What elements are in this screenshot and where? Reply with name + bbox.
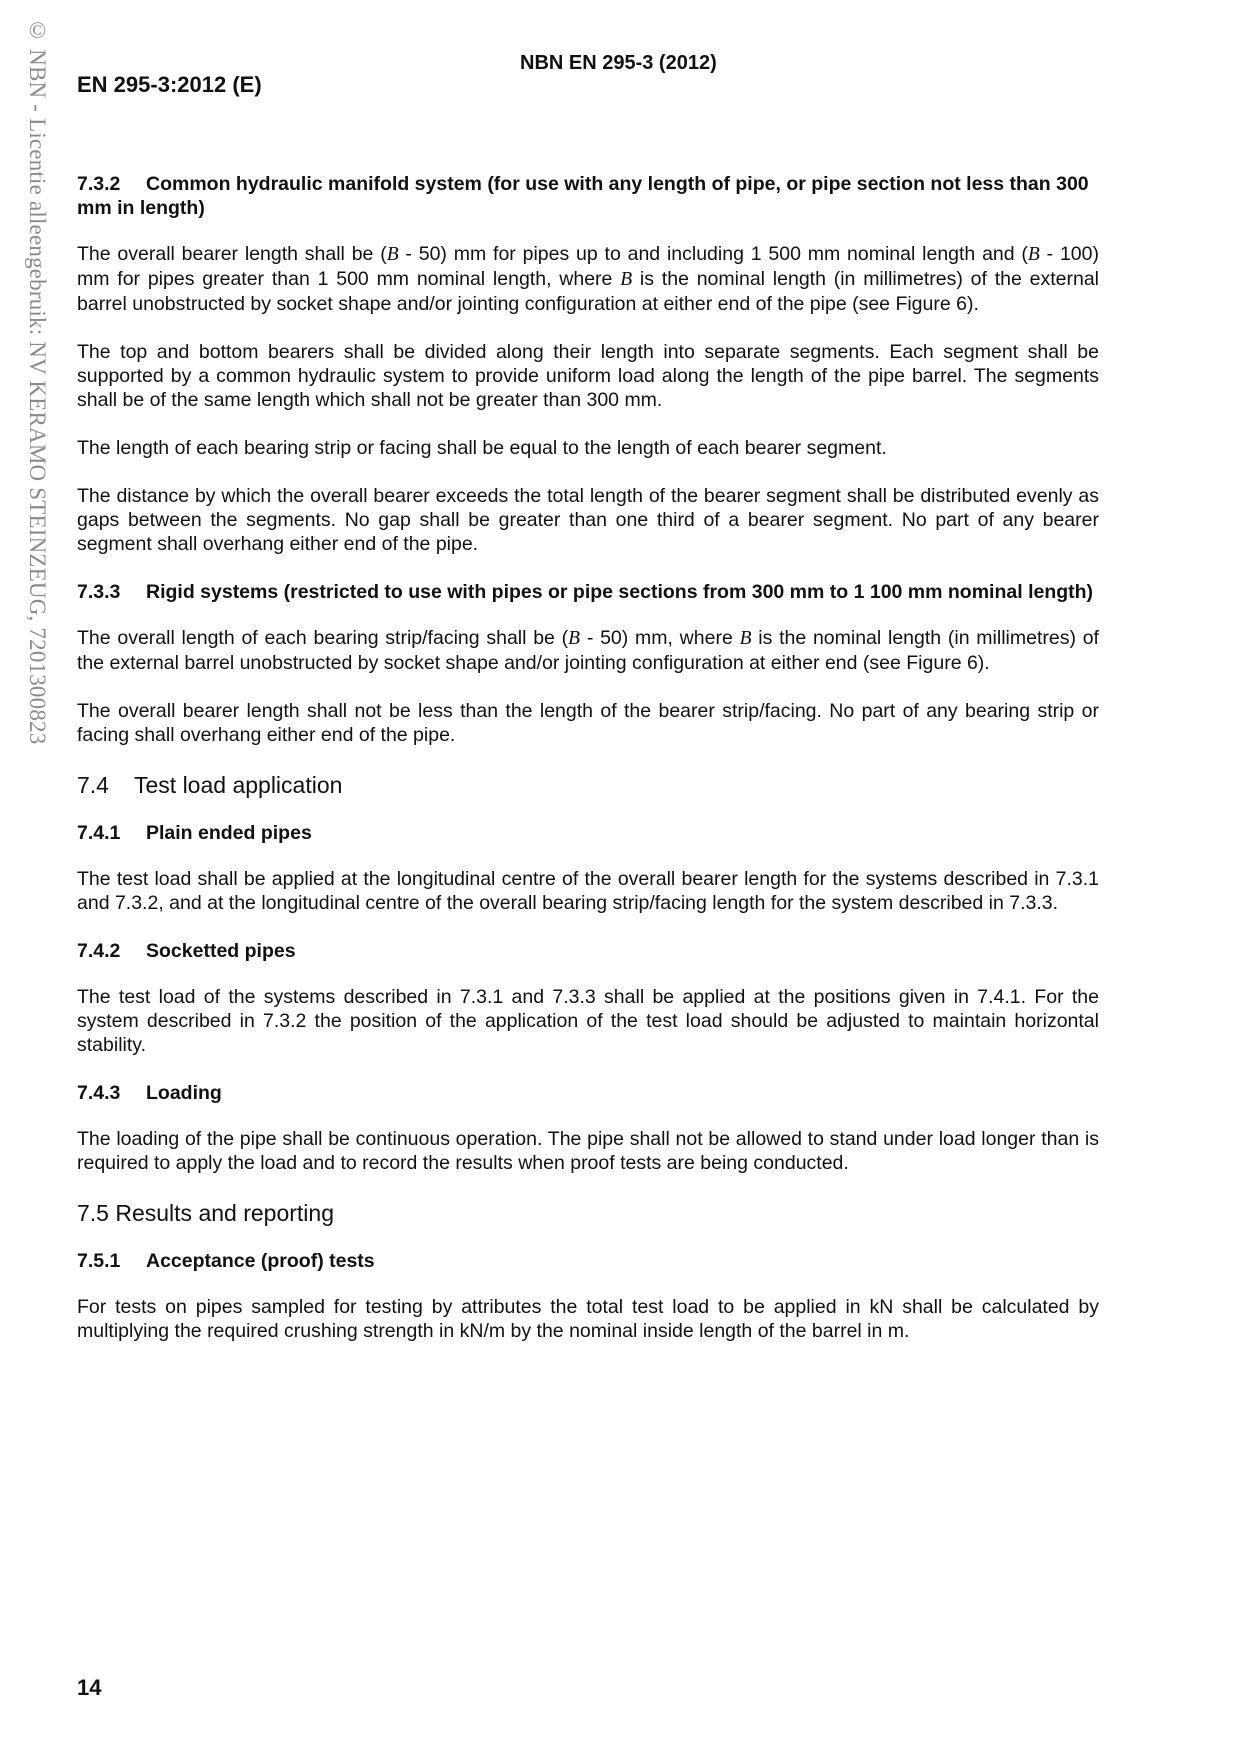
heading-7-3-3	[77, 580, 1099, 604]
paragraph: The length of each bearing strip or facing shall be equal to the length of each bearer segment.	[77, 437, 887, 459]
symbol-b: B	[739, 628, 752, 649]
section-title: Common hydraulic manifold system (for use with any length of pipe, or pipe section not less than 300 mm in length)	[77, 173, 1089, 219]
section-title: Loading	[146, 1082, 222, 1104]
section-title: Plain ended pipes	[146, 822, 312, 844]
copyright-watermark: © NBN - Licentie alleengebruik: NV KERAMO STEINZEUG, 7201300823	[25, 18, 50, 745]
section-number: 7.4	[77, 772, 109, 798]
heading-7-5-1	[77, 1249, 1099, 1273]
heading-7-4-1	[77, 821, 1099, 845]
section-title: Rigid systems (restricted to use with pipes or pipe sections from 300 mm to 1 100 mm nominal length)	[146, 581, 1094, 603]
heading-7-5: 7.5 Results and reporting	[77, 1200, 334, 1226]
section-title: Socketted pipes	[146, 940, 296, 962]
section-number: 7.3.3	[77, 581, 121, 603]
paragraph: The overall bearer length shall be (B - 50) mm for pipes up to and including 1 500 mm nominal length and (B - 100) mm for pipes greater than 1 500 mm nominal length, where B is the nominal length (in millimetres) of the external barrel unobstructed by socket shape and/or jointing configuration at either end of the pipe (see Figure 6).	[77, 243, 1099, 315]
section-number: 7.3.2	[77, 173, 121, 195]
paragraph: The distance by which the overall bearer exceeds the total length of the bearer segment shall be distributed evenly as gaps between the segments. No gap shall be greater than one third of a bearer segment. No part of any bearer segment shall overhang either end of the pipe.	[77, 485, 1099, 555]
symbol-b: B	[1027, 244, 1040, 265]
paragraph: The test load shall be applied at the longitudinal centre of the overall bearer length for the systems described in 7.3.1 and 7.3.2, and at the longitudinal centre of the overall bearing strip/facing length for the system described in 7.3.3.	[77, 868, 1099, 914]
heading-7-4	[77, 771, 1099, 799]
paragraph: The overall bearer length shall not be less than the length of the bearer strip/facing. No part of any bearing strip or facing shall overhang either end of the pipe.	[77, 700, 1099, 746]
heading-7-4-3	[77, 1081, 1099, 1105]
section-title: Test load application	[134, 772, 343, 798]
page-body	[77, 172, 1099, 1367]
paragraph: The loading of the pipe shall be continuous operation. The pipe shall not be allowed to stand under load longer than is required to apply the load and to record the results when proof tests are being conducted.	[77, 1128, 1099, 1174]
section-number: 7.4.3	[77, 1082, 121, 1104]
symbol-b: B	[386, 244, 399, 265]
paragraph: For tests on pipes sampled for testing by attributes the total test load to be applied in kN shall be calculated by multiplying the required crushing strength in kN/m by the nominal inside length of the barrel in m.	[77, 1296, 1099, 1342]
paragraph: The overall length of each bearing strip/facing shall be (B - 50) mm, where B is the nominal length (in millimetres) of the external barrel unobstructed by socket shape and/or jointing configuration at either end (see Figure 6).	[77, 627, 1099, 674]
symbol-b: B	[568, 628, 581, 649]
page-number: 14	[77, 1675, 102, 1700]
heading-7-4-2	[77, 939, 1099, 963]
heading-7-3-2	[77, 172, 1099, 220]
paragraph: The test load of the systems described in 7.3.1 and 7.3.3 shall be applied at the positions given in 7.4.1. For the system described in 7.3.2 the position of the application of the test load should be adjusted to maintain horizontal stability.	[77, 986, 1099, 1056]
header-document-id: EN 295-3:2012 (E)	[77, 72, 262, 97]
section-number: 7.4.1	[77, 822, 121, 844]
section-number: 7.4.2	[77, 940, 121, 962]
header-standard-id: NBN EN 295-3 (2012)	[520, 52, 717, 74]
section-title: Acceptance (proof) tests	[146, 1250, 375, 1272]
symbol-b: B	[620, 269, 633, 290]
paragraph: The top and bottom bearers shall be divided along their length into separate segments. Each segment shall be supported by a common hydraulic system to provide uniform load along the length of the pipe barrel. The segments shall be of the same length which shall not be greater than 300 mm.	[77, 341, 1099, 411]
section-number: 7.5.1	[77, 1250, 121, 1272]
